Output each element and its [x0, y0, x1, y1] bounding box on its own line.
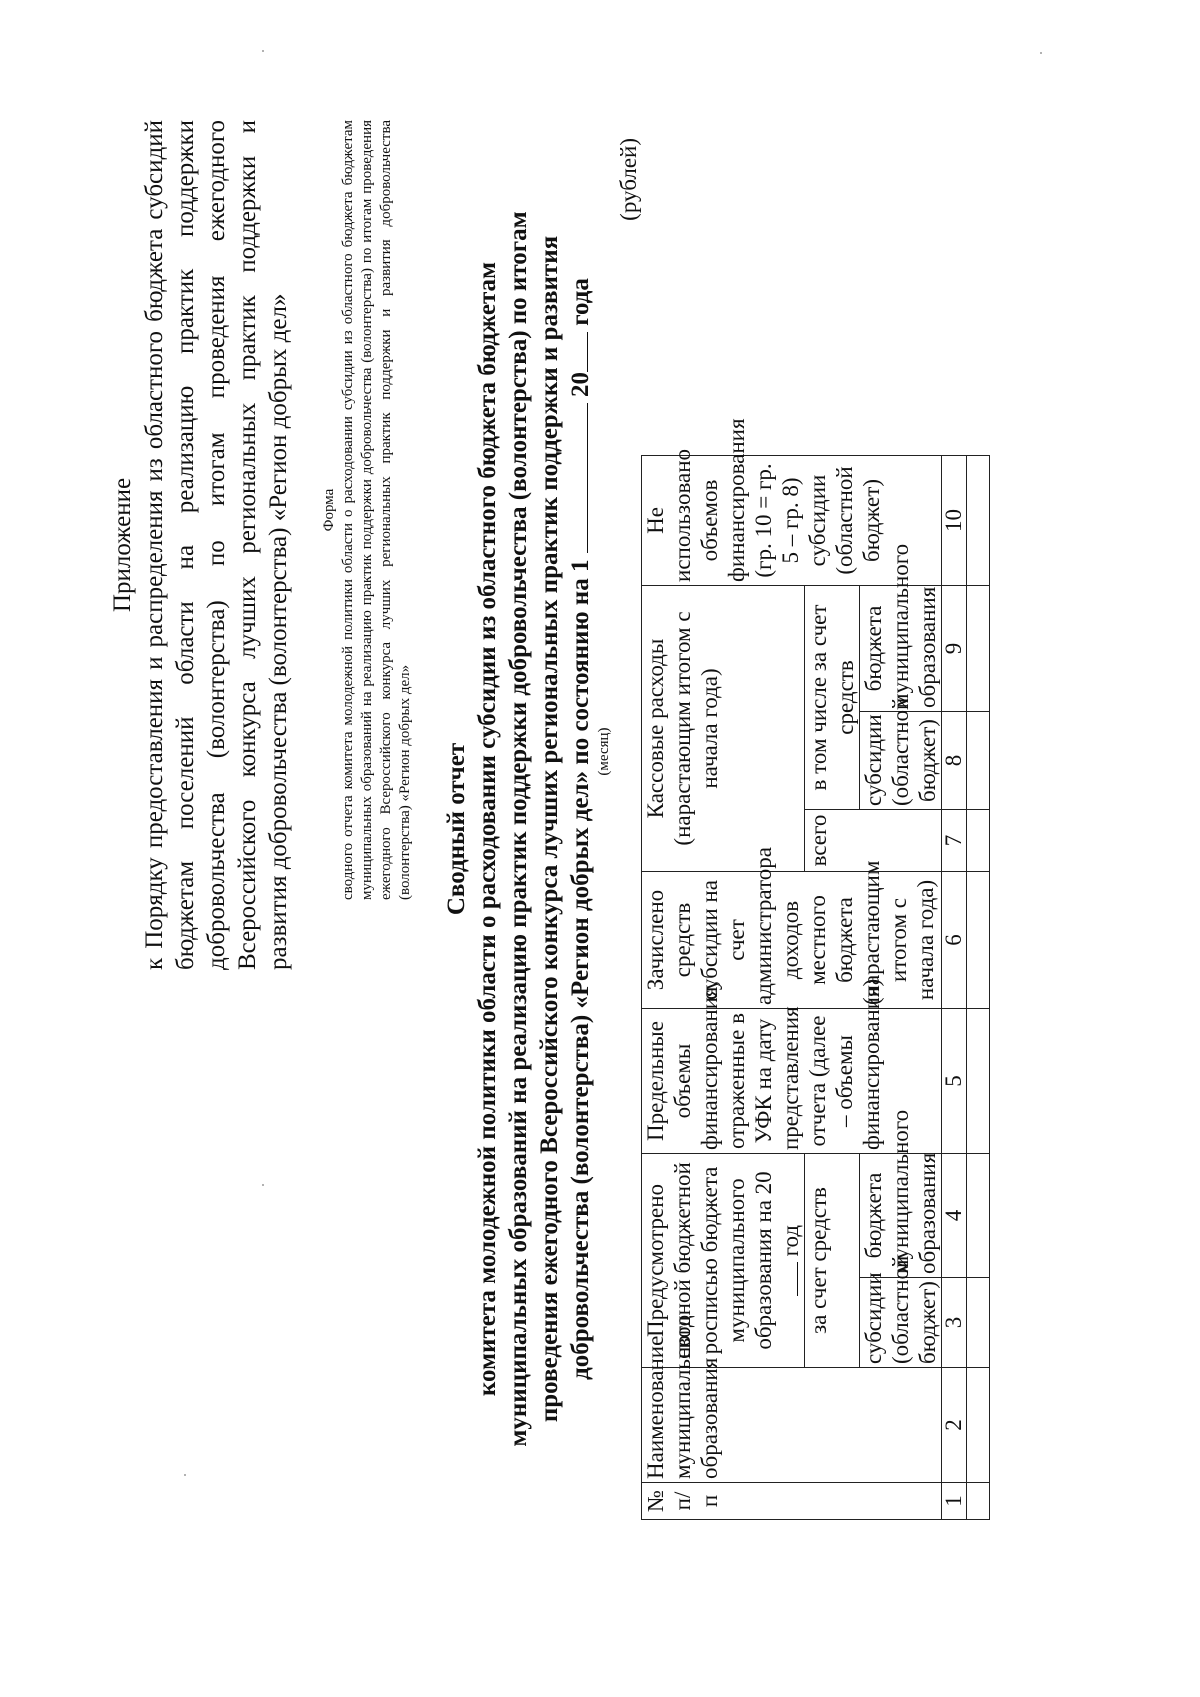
scan-dot: [1040, 52, 1042, 54]
header-planned-sub: за счет средств: [805, 1154, 860, 1368]
table-cell[interactable]: [967, 1483, 990, 1520]
header-planned-text: Предусмотрено сводной бюджетной росписью бюджета муниципального образования на 20: [643, 1162, 776, 1359]
appendix-title: Приложение: [109, 477, 136, 613]
empty-area: [642, 137, 990, 455]
table-cell[interactable]: [967, 455, 990, 585]
rotated-page: [85, 68, 1115, 1628]
column-number: 4: [942, 1154, 967, 1278]
form-label: Форма: [321, 488, 337, 532]
table-cell[interactable]: [967, 712, 990, 810]
header-row: [642, 137, 805, 1519]
header-credited: Зачислено средств субсидии на счет администратора доходов местного бюджета (нарастающим итогом с начала года): [642, 872, 942, 1009]
report-title: Сводный отчет: [443, 742, 470, 916]
header-cash-total: всего: [805, 810, 942, 872]
table-cell[interactable]: [967, 1009, 990, 1154]
report-date-prefix: добровольчества (волонтерства) «Регион добрых дел» по состоянию на 1: [567, 559, 594, 1380]
report-date-suffix: года: [567, 278, 594, 326]
column-number: 1: [942, 1483, 967, 1520]
year-blank: [797, 1262, 798, 1296]
header-limits: Предельные объемы финансирования, отраженные в УФК на дату представления отчета (далее – объемы финансирования): [642, 1009, 942, 1154]
header-cash: Кассовые расходы (нарастающим итогом с начала года): [642, 585, 805, 871]
report-date-line: [565, 189, 596, 1469]
report-table: [641, 137, 990, 1520]
header-cash-incl: в том числе за счет средств: [805, 585, 860, 809]
header-num: № п/п: [642, 1483, 942, 1520]
table-cell[interactable]: [967, 872, 990, 1009]
column-number: 8: [942, 712, 967, 810]
header-mo-name: Наименование муниципального образования: [642, 1368, 942, 1483]
header-planned-subsidy: субсидии (областной бюджет): [860, 1278, 942, 1368]
month-caption: (месяц): [596, 727, 612, 776]
report-heading: [441, 138, 613, 1520]
table-cell[interactable]: [967, 1154, 990, 1278]
table-cell[interactable]: [967, 585, 990, 711]
form-description: сводного отчета комитета молодежной политики области о расходовании субсидии из областного бюджета бюджетам муниципальных образований на реализацию практик поддержки добровольчества (волонтерства) по итогам проведения ежегодного Всероссийского конкурса лучших региональных практик поддержки и развития добровольчества (волонтерства) «Регион добрых дел»: [340, 120, 413, 900]
header-planned-budget-mo: бюджета муниципального образования: [860, 1154, 942, 1278]
month-blank: [587, 403, 588, 553]
report-year-prefix: 20: [567, 372, 594, 398]
column-number: 3: [942, 1278, 967, 1368]
year-blank: [587, 332, 588, 372]
appendix-text: к Порядку предоставления и распределения из областного бюджета субсидий бюджетам поселений области на реализацию практик поддержки добровольчества (волонтерства) по итогам проведения ежегодного Всероссийского конкурса лучших региональных практик поддержки и развития добровольчества (волонтерства) «Регион добрых дел»: [141, 120, 292, 970]
report-subtitle-line: муниципальных образований на реализацию практик поддержки добровольчества (волонтерства) по итогам: [505, 211, 532, 1447]
table-cell[interactable]: [967, 1368, 990, 1483]
column-number: 2: [942, 1368, 967, 1483]
appendix-block: [107, 120, 294, 970]
report-subtitle-line: комитета молодежной политики области о расходовании субсидии из областного бюджета бюджетам: [474, 261, 501, 1397]
table-cell[interactable]: [967, 810, 990, 872]
header-cash-budget-mo: бюджета муниципального образования: [860, 585, 942, 711]
header-unused: Не использовано объемов финансирования (гр. 10 = гр. 5 – гр. 8) субсидии (областной бюджет): [642, 455, 942, 585]
form-block: [320, 120, 415, 900]
units-label: (рублей): [616, 138, 641, 221]
header-cash-subsidy: субсидии (областной бюджет): [860, 712, 942, 810]
report-subtitle: [472, 189, 596, 1469]
header-planned-suffix: год: [778, 1224, 803, 1257]
column-number: 9: [942, 585, 967, 711]
scan-dot: [262, 50, 264, 52]
table-cell[interactable]: [967, 1278, 990, 1368]
report-subtitle-line: проведения ежегодного Всероссийского конкурса лучших региональных практик поддержки и развития: [536, 235, 563, 1423]
column-number: 6: [942, 872, 967, 1009]
header-planned: [642, 1154, 805, 1368]
column-number: 7: [942, 810, 967, 872]
column-number: 10: [942, 455, 967, 585]
column-number: 5: [942, 1009, 967, 1154]
